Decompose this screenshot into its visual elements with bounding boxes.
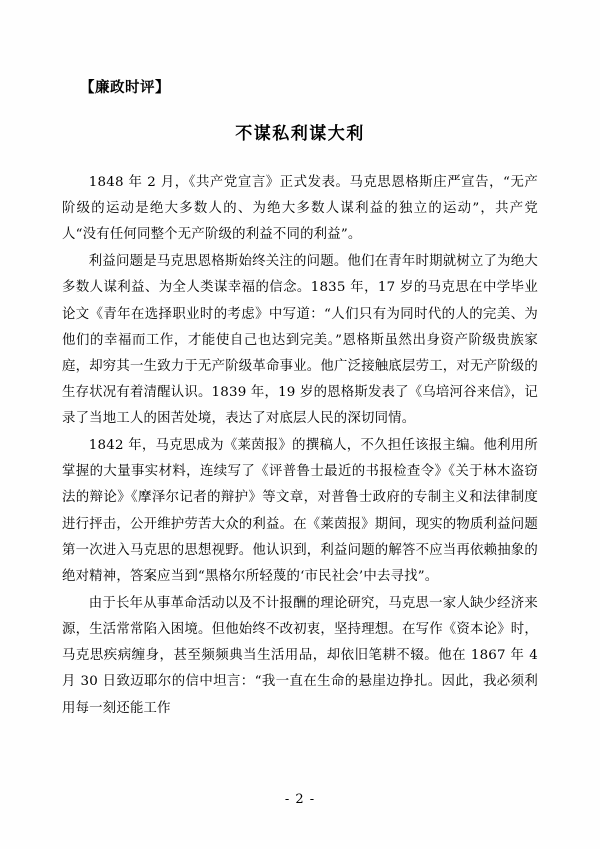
article-body bbox=[62, 170, 538, 722]
paragraph: 由于长年从事革命活动以及不计报酬的理论研究，马克思一家人缺少经济来源，生活常常陷入困境。但他始终不改初衷，坚持理想。在写作《资本论》时，马克思疾病缠身，甚至频频典当生活用品，却依旧笔耕不辍。他在 1867 年 4 月 30 日致迈耶尔的信中坦言：“我一直在生命的悬崖边挣扎。因此，我必须利用每一刻还能工作 bbox=[62, 596, 538, 716]
paragraph: 1842 年，马克思成为《莱茵报》的撰稿人，不久担任该报主编。他利用所掌握的大量事实材料，连续写了《评普鲁士最近的书报检查令》《关于林木盗窃法的辩论》《摩泽尔记者的辩护》等文章，对普鲁士政府的专制主义和法律制度进行抨击，公开维护劳苦大众的利益。在《莱茵报》期间，现实的物质利益问题第一次进入马克思的思想视野。他认识到，利益问题的解答不应当再依赖抽象的绝对精神，答案应当到“黑格尔所轻蔑的‘市民社会’中去寻找”。 bbox=[62, 438, 538, 584]
page-number: - 2 - bbox=[284, 792, 316, 807]
paragraph: 利益问题是马克思恩格斯始终关注的问题。他们在青年时期就树立了为绝大多数人谋利益、为全人类谋幸福的信念。1835 年，17 岁的马克思在中学毕业论文《青年在选择职业时的考虑》中写道：“人们只有为同时代的人的完美、为他们的幸福而工作，才能使自己也达到完美。”恩格斯虽然出身资产阶级贵族家庭，却穷其一生致力于无产阶级革命事业。他广泛接触底层劳工，对无产阶级的生存状况有着清醒认识。1839 年，19 岁的恩格斯发表了《乌培河谷来信》，记录了当地工人的困苦处境，表达了对底层人民的深切同情。 bbox=[62, 254, 538, 427]
paragraph: 1848 年 2 月，《共产党宣言》正式发表。马克思恩格斯庄严宣告，“无产阶级的运动是绝大多数人的、为绝大多数人谋利益的独立的运动”，共产党人“没有任何同整个无产阶级的利益不同的利益”。 bbox=[62, 174, 538, 243]
article-category-tag: 【廉政时评】 bbox=[80, 79, 170, 96]
page-title: 不谋私利谋大利 bbox=[235, 124, 365, 145]
